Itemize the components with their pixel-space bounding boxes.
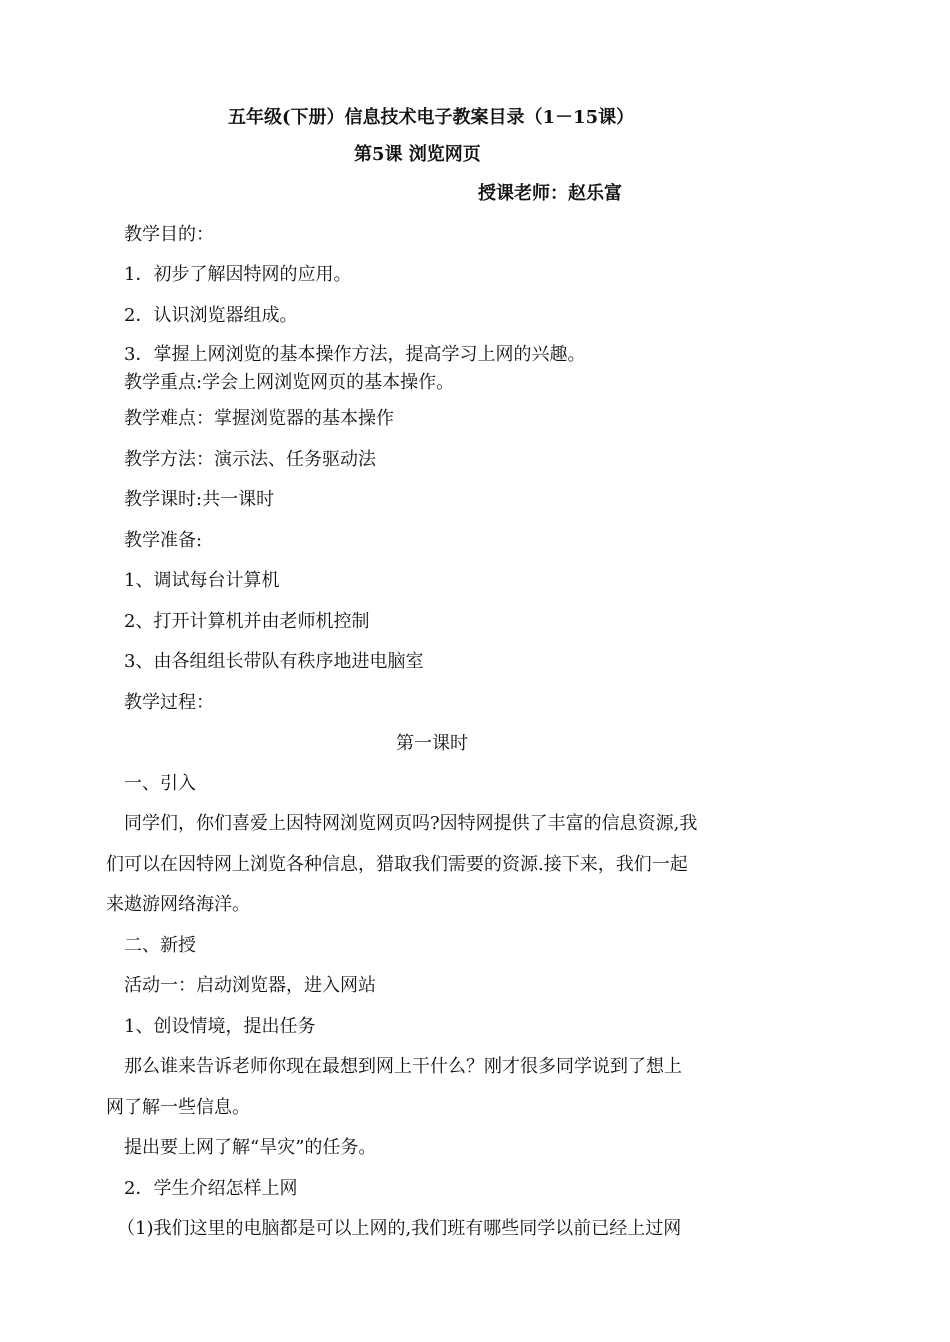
- preparation-heading: 教学准备:: [124, 530, 203, 551]
- section-heading: 一、引入: [124, 773, 196, 794]
- paragraph-line: 来遨游网络海洋。: [106, 894, 250, 915]
- objective-item: 1．初步了解因特网的应用。: [124, 264, 352, 285]
- paragraph-line: 们可以在因特网上浏览各种信息，猎取我们需要的资源.接下来，我们一起: [106, 854, 688, 875]
- preparation-item: 3、由各组组长带队有秩序地进电脑室: [124, 651, 424, 672]
- process-heading: 教学过程：: [124, 692, 214, 713]
- paragraph-line: 提出要上网了解“旱灾”的任务。: [124, 1137, 377, 1158]
- paragraph-line: 网了解一些信息。: [106, 1097, 250, 1118]
- paragraph-line: 那么谁来告诉老师你现在最想到网上干什么？刚才很多同学说到了想上: [124, 1056, 682, 1077]
- step-heading: 2．学生介绍怎样上网: [124, 1178, 298, 1199]
- activity-heading: 活动一：启动浏览器，进入网站: [124, 975, 376, 996]
- step-heading: 1、创设情境，提出任务: [124, 1016, 316, 1037]
- preparation-item: 2、打开计算机并由老师机控制: [124, 611, 370, 632]
- key-point: 教学重点:学会上网浏览网页的基本操作。: [124, 372, 455, 393]
- paragraph-line: （1)我们这里的电脑都是可以上网的,我们班有哪些同学以前已经上过网: [117, 1218, 682, 1239]
- section-heading: 二、新授: [124, 935, 196, 956]
- lesson-title: 第5课 浏览网页: [354, 144, 481, 165]
- document-title: 五年级(下册）信息技术电子教案目录（1－15课）: [228, 107, 635, 128]
- difficulty: 教学难点：掌握浏览器的基本操作: [124, 408, 394, 429]
- paragraph-line: 同学们，你们喜爱上因特网浏览网页吗?因特网提供了丰富的信息资源,我: [124, 813, 698, 834]
- class-hours: 教学课时:共一课时: [124, 489, 275, 510]
- objective-item: 2．认识浏览器组成。: [124, 305, 298, 326]
- teacher-name: 授课老师：赵乐富: [478, 183, 622, 204]
- objective-item: 3．掌握上网浏览的基本操作方法，提高学习上网的兴趣。: [124, 344, 586, 365]
- objectives-heading: 教学目的：: [124, 224, 214, 245]
- session-heading: 第一课时: [396, 733, 468, 754]
- teaching-method: 教学方法：演示法、任务驱动法: [124, 449, 376, 470]
- preparation-item: 1、调试每台计算机: [124, 570, 280, 591]
